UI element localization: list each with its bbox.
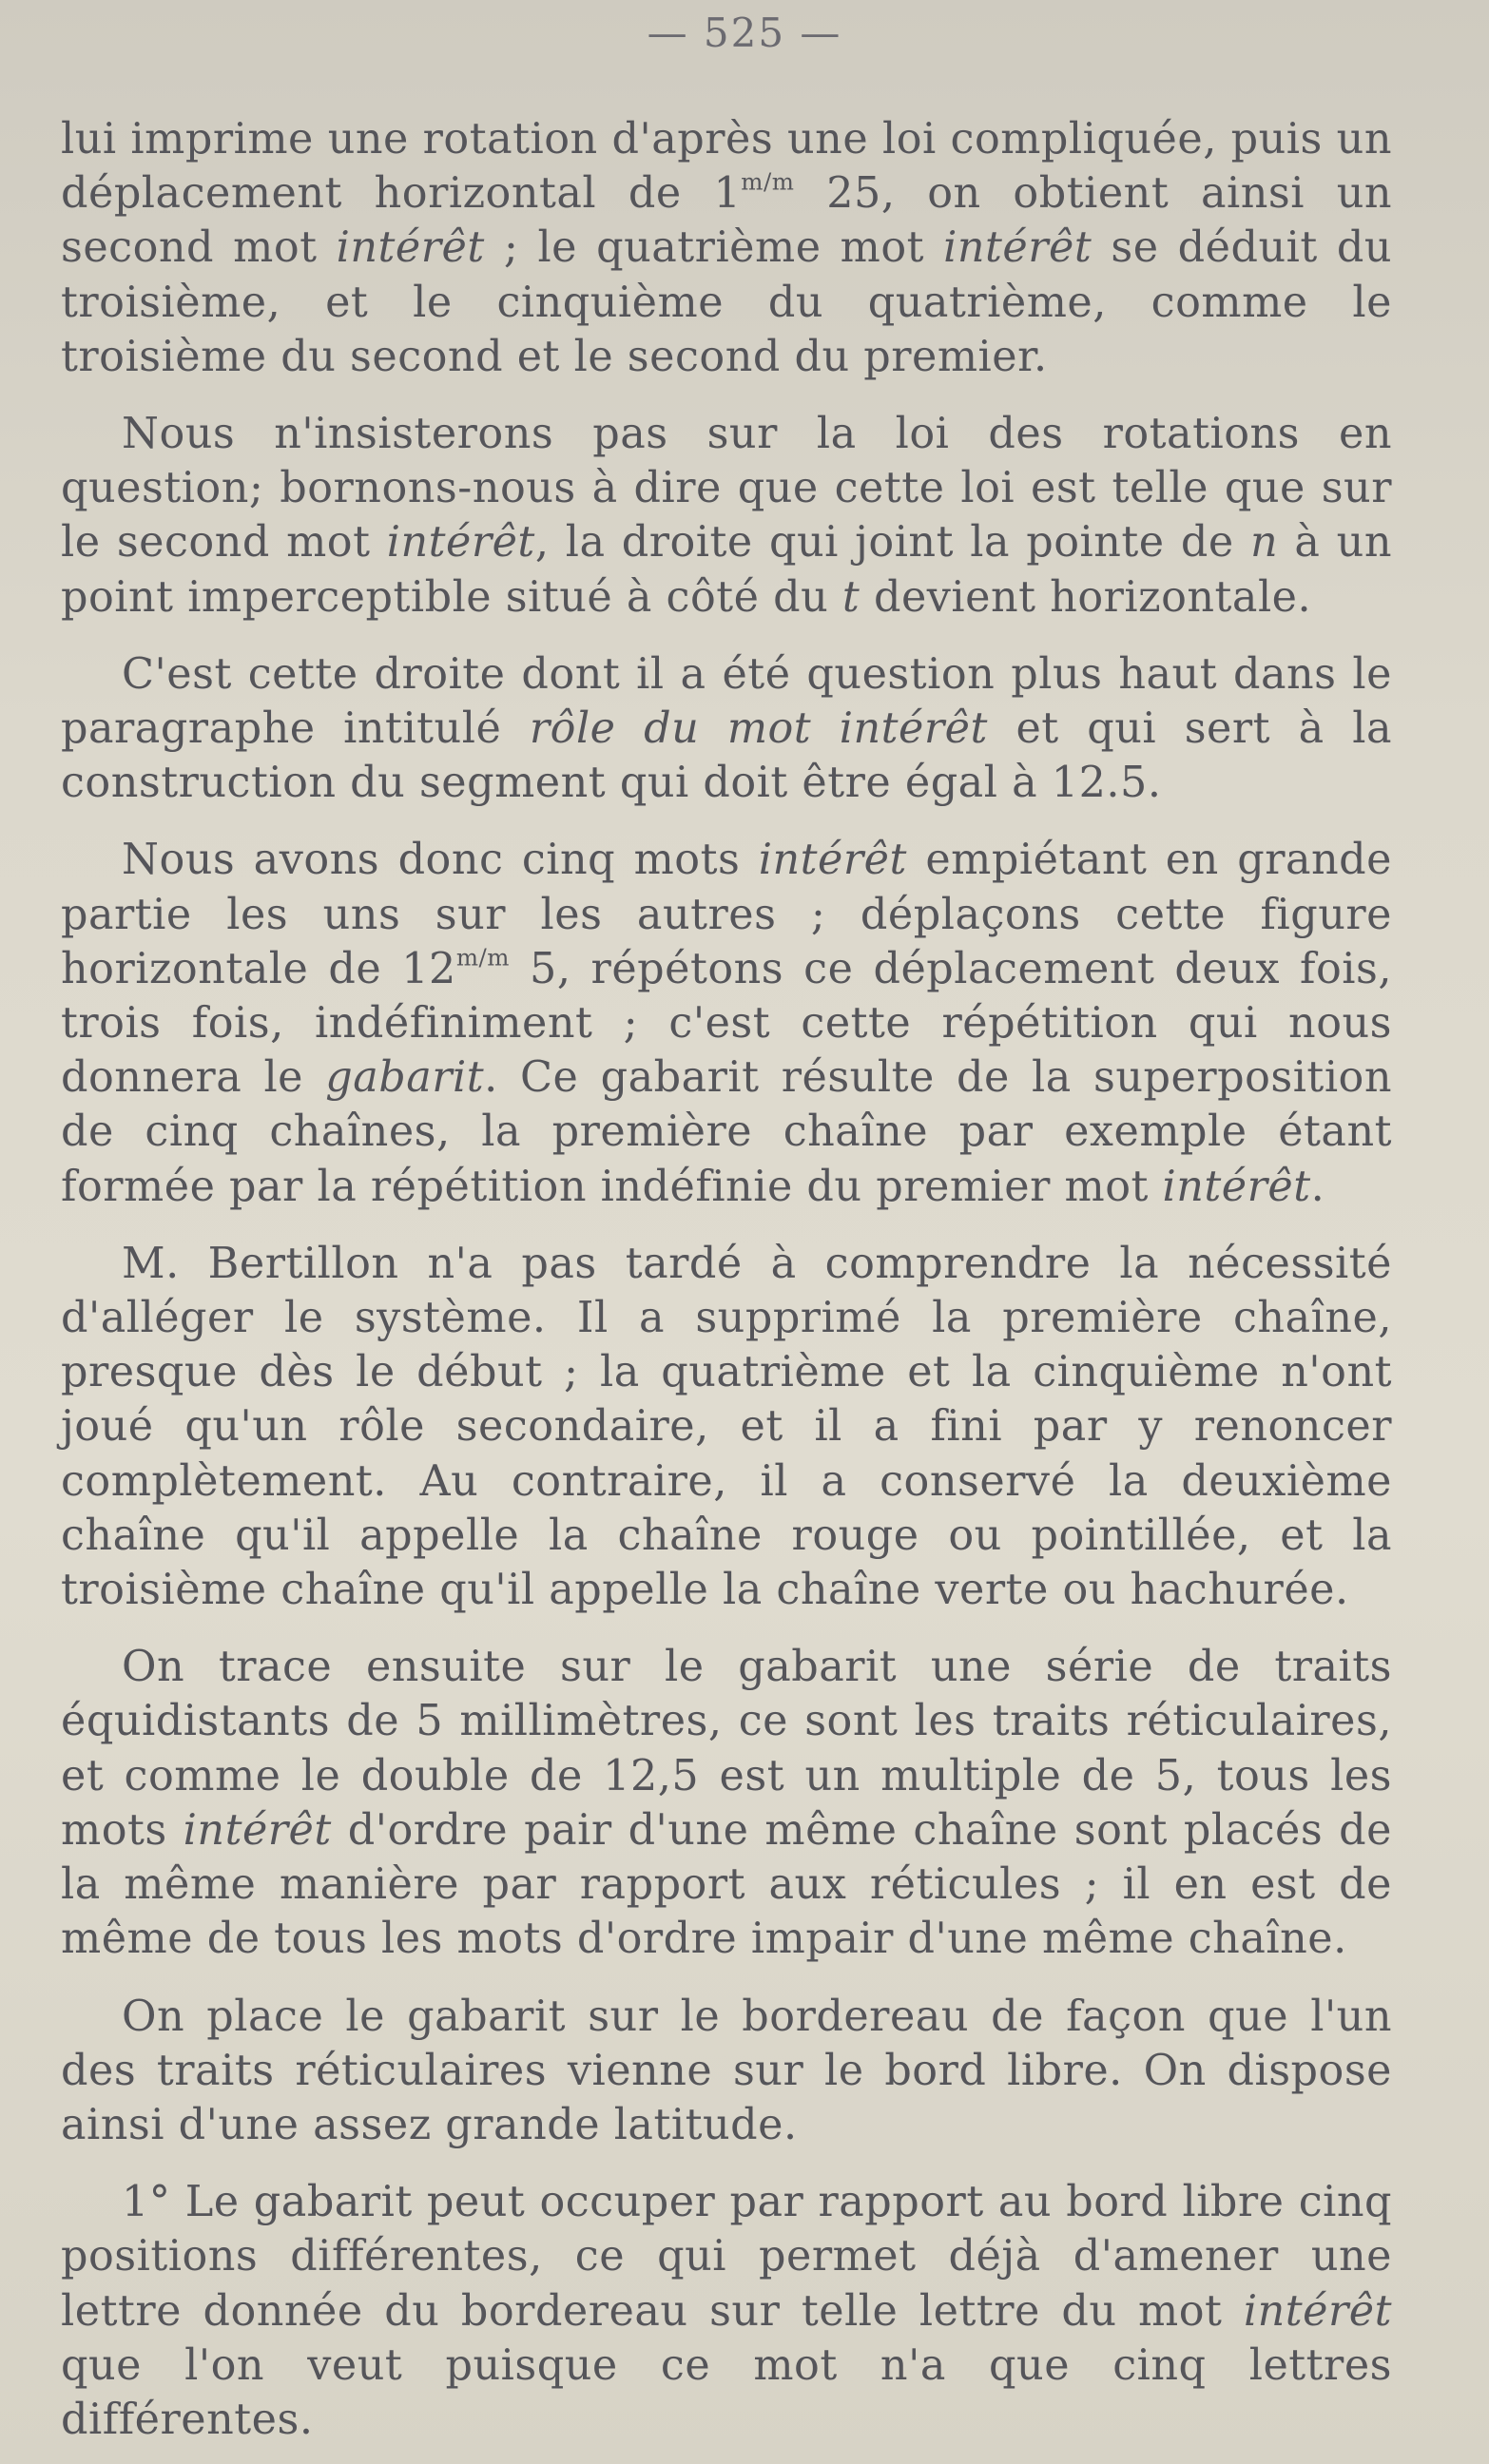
paragraph-4: Nous avons donc cinq mots intérêt empiétant en grande partie les uns sur les autres ; déplaçons cette figure horizontale de $12^{m/m}$ 5, répétons ce déplacement deux fois, trois fois, indéfiniment ; c'est cette répétition qui nous donnera le gabarit. Ce gabarit résulte de la superposition de cinq chaînes, la première chaîne par exemple étant formée par la répétition indéfinie du premier mot intérêt. [61, 836, 1393, 1211]
paragraph-5: M. Bertillon n'a pas tardé à comprendre la nécessité d'alléger le système. Il a supprimé la première chaîne, presque dès le début ; la quatrième et la cinquième n'ont joué qu'un rôle secondaire, et il a fini par y renoncer complètement. Au contraire, il a conservé la deuxième chaîne qu'il appelle la chaîne rouge ou pointillée, et la troisième chaîne qu'il appelle la chaîne verte ou hachurée. [61, 1239, 1392, 1615]
body-text [61, 112, 1392, 2447]
page-number: — 525 — [647, 10, 842, 56]
paragraph-8: 1° Le gabarit peut occuper par rapport au bord libre cinq positions différentes, ce qui permet déjà d'amener une lettre donnée du bordereau sur telle lettre du mot intérêt que l'on veut puisque ce mot n'a que cinq lettres différentes. [61, 2178, 1392, 2444]
paragraph-6: On trace ensuite sur le gabarit une série de traits équidistants de 5 millimètres, ce sont les traits réticulaires, et comme le double de 12,5 est un multiple de 5, tous les mots intérêt d'ordre pair d'une même chaîne sont placés de la même manière par rapport aux réticules ; il en est de même de tous les mots d'ordre impair d'une même chaîne. [61, 1643, 1392, 1964]
paragraph-3: C'est cette droite dont il a été question plus haut dans le paragraphe intitulé rôle du mot intérêt et qui sert à la construction du segment qui doit être égal à 12.5. [61, 649, 1392, 808]
paragraph-7: On place le gabarit sur le bordereau de façon que l'un des traits réticulaires vienne sur le bord libre. On dispose ainsi d'une assez grande latitude. [61, 1992, 1392, 2149]
paragraph-1: lui imprime une rotation d'après une loi compliquée, puis un déplacement horizontal de $1^{m/m}$ 25, on obtient ainsi un second mot intérêt ; le quatrième mot intérêt se déduit du troisième, et le cinquième du quatrième, comme le troisième du second et le second du premier. [61, 115, 1393, 381]
paragraph-2: Nous n'insisterons pas sur la loi des rotations en question; bornons-nous à dire que cette loi est telle que sur le second mot intérêt, la droite qui joint la pointe de n à un point imperceptible situé à côté du t devient horizontale. [61, 410, 1392, 622]
